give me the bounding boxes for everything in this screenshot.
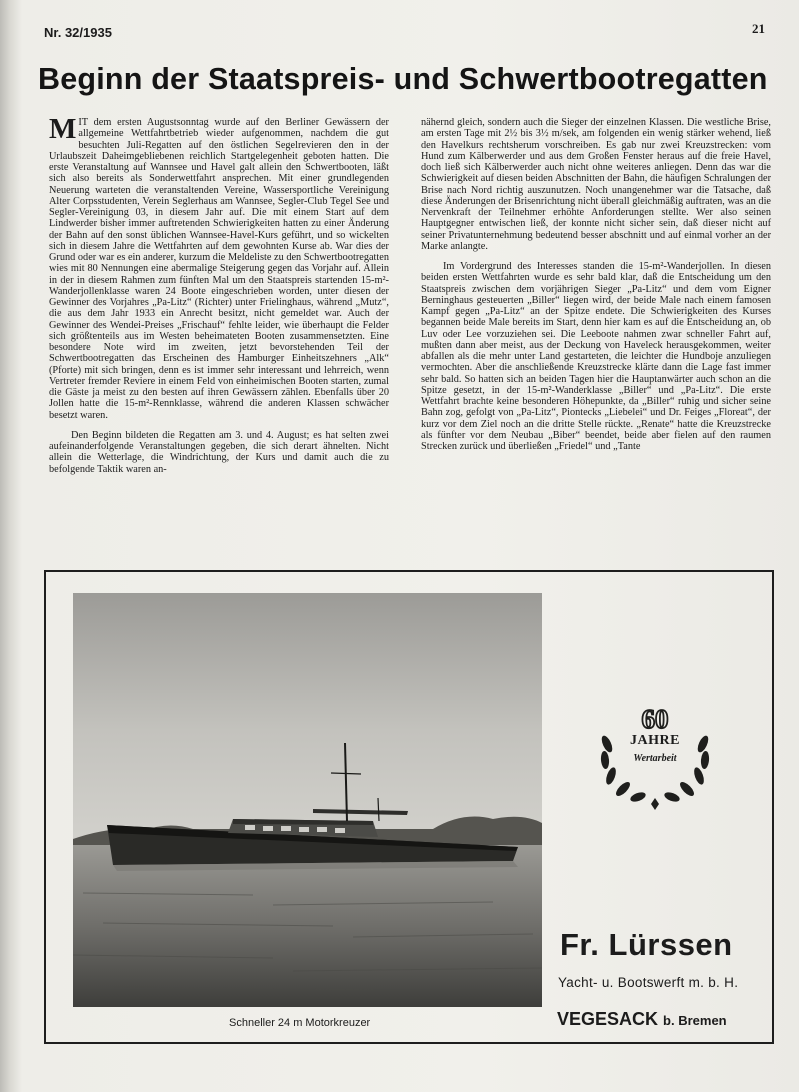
company-city: VEGESACK (557, 1009, 659, 1029)
photo-caption: Schneller 24 m Motorkreuzer (229, 1017, 371, 1029)
page-number: 21 (752, 21, 765, 36)
company-location (557, 1009, 727, 1030)
paragraph-text: IT dem ersten Augustsonntag wurde auf den Berliner Gewässern der allgemeine Wettfahrtbetrieb wieder aufgenommen, nachdem die gut besuchten Juli-Regatten auf den östlichen Segelrevieren den in der Urlaubszeit Daheimgebliebenen reichlich Startgelegenheit geboten hatten. Die erste Veranstaltung auf Wannsee und Havel galt allein den Schwertbooten, läßt sich also bereits als Sonderwettfahrt ansprechen. Mit einer grundlegenden Neuerung warteten die veranstaltenden Vereine, Wassersportliche Vereinigung Alter Corpsstudenten, Verein Seglerhaus am Wannsee, Segler-Club Tegel See und Segler-Vereinigung 03, in diesem Jahr auf. Die mit einem Start auf dem Lindwerder bisher immer auftretenden Schwierigkeiten hatten zu einer Änderung der Bahn auf den sonst üblichen Wannsee-Havel-Kurs geführt, und so wickelten sich in diesem Jahre die Wettfahrten auf dem gewohnten Kurse ab. War dies der Grund oder war es ein anderer, kurzum die Meldeliste zu den Schwertbootregatten wies mit 80 Nennungen eine abermalige Steigerung gegen das Vorjahr auf. Allein in der in diesem Rahmen zum fünften Mal um den Staatspreis startenden 15-m²-Wanderjollenklasse waren 24 Boote eingeschrieben worden, unter diesen der Gewinner des Vorjahres „Pa-Litz“ (Richter) unter Frielinghaus, während „Mutz“, die aus dem Jahr 1933 ein Anrecht besitzt, nicht gemeldet war. Auch der Gewinner des Wendei-Preises „Frischauf“ fehlte leider, wie überhaupt die Felder sich größtenteils aus im Westen beheimateten Booten zusammensetzten. Eine besondere Note wird im zweiten, jetzt bevorstehenden Teil der Schwertbootregatten das Erscheinen des Hamburger Einheitszehners „Alk“ (Pforte) mit sich bringen, denn es ist immer sehr interessant und lehrreich, wenn Vertreter fremder Reviere in einem Feld von einheimischen Booten starten, zumal die Gäste ja meist zu den besten auf ihren Gewässern zählen. Ebenfalls über 20 Jollen hatte die 15-m²-Rennklasse, während die anderen Klassen schwächer besetzt waren. (49, 117, 389, 421)
emblem-work-text: Wertarbeit (633, 753, 677, 764)
article-title: Beginn der Staatspreis- und Schwertbootregatten (38, 62, 768, 96)
article-column-right (421, 117, 771, 461)
emblem-years-text: JAHRE (630, 733, 680, 748)
emblem-number: 60 (641, 704, 669, 734)
article-paragraph: nähernd gleich, sondern auch die Sieger der einzelnen Klassen. Die westliche Brise, am ersten Tage mit 2½ bis 3½ m/sek, am folgenden ein wenig stärker wehend, ließ den Havelkurs rechtsherum vorschreiben. Es gab nur zwei Kreuzstrecken: vom Hund zum Kälberwerder und aus dem Großen Fenster heraus auf die freie Havel, doch ließ sich Kälberwerder auch nicht ohne weiteres anliegen. Denn das war die Schwierigkeit auf diesen beiden Abschnitten der Bahn, die häufigen Schralungen der Brise nach Nord richtig auszunutzen. Noch unangenehmer war die Tatsache, daß diese Änderungen der Brisenrichtung nicht überall gleichmäßig auftraten, was an die Nervenkraft der Teilnehmer erhöhte Anforderungen stellte. Wer also seinen Hauptgegner entwischen ließ, der konnte nicht sicher sein, daß dieser nicht auf seiner Privatunternehmung bedeutend besser abschnitt und auf einmal vorher an der Marke anlangte. (421, 117, 771, 252)
article-paragraph (49, 113, 389, 421)
issue-number: Nr. 32/1935 (44, 25, 112, 40)
company-city-suffix: b. Bremen (663, 1013, 727, 1028)
motor-cruiser-photo (73, 593, 542, 1007)
article-column-left (49, 113, 389, 484)
company-subtitle: Yacht- u. Bootswerft m. b. H. (558, 975, 739, 990)
drop-cap: M (49, 113, 77, 145)
article-paragraph: Im Vordergrund des Interesses standen die 15-m²-Wanderjollen. In diesen beiden ersten Wettfahrten wurde es sehr bald klar, daß die Entscheidung um den Staatspreis zwischen dem vorjährigen Sieger „Pa-Litz“ und dem vom Eigner Berninghaus gesteuerten „Biller“ liegen wird, der beide Male nach einem famosen Kampf gegen „Pa-Litz“ an der Spitze endete. Die Schwierigkeiten des Kurses begannen beide Male bereits im Start, denn hier kam es auf die Entscheidung an, ob Luv oder Lee vorzuziehen sei. Die Leeboote nahmen zwar schneller Fahrt auf, mußten dann aber meist, aus der Deckung von Haveleck herausgekommen, weiter abfallen als die mehr unter Land gestarteten, die leichter die Hundboje anzuliegen vermochten. Aber die anschließende Kreuzstrecke klärte dann die Lage fast immer sehr bald. So hatten sich an beiden Tagen hier die Hauptanwärter auch schon an die Spitze gesetzt, in der 15-m²-Wanderklasse „Biller“ und „Pa-Litz“. Die erste Wettfahrt brachte keine besonderen Höhepunkte, da „Biller“ ruhig und sicher seine Bahn zog, gefolgt von „Pa-Litz“, Piontecks „Liebelei“ und Dr. Feiges „Floreat“, der kurz vor dem Ziel noch an die dritte Stelle rückte. „Renate“ hatte die Kreuzstrecke als fünfter vor dem Neubau „Biber“ beendet, beide aber fielen auf den raumen Strecken zurück und überließen „Friedel“ und „Tante (421, 261, 771, 452)
anniversary-emblem (593, 700, 717, 812)
article-paragraph: Den Beginn bildeten die Regatten am 3. und 4. August; es hat selten zwei aufeinanderfolgende Veranstaltungen gegeben, die sich derart ähnelten. Nicht allein die Wetterlage, die Windrichtung, der Kurs und damit auch die zu befolgende Taktik waren an- (49, 429, 389, 475)
company-name: Fr. Lürssen (560, 927, 733, 962)
boat-photo (73, 593, 542, 1007)
